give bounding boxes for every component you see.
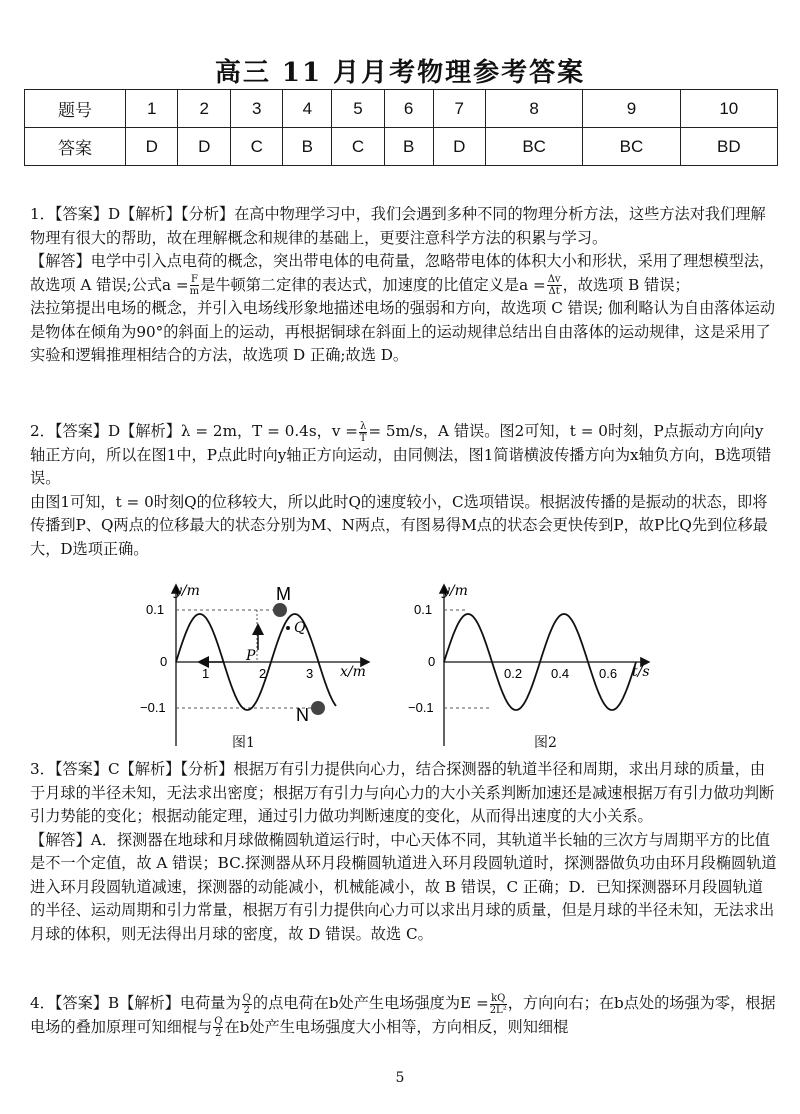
- table-cell: D: [126, 128, 178, 166]
- text-run: ，方向向右；在b点处的场强为零，根据电场的叠加原理可知细棍与: [30, 994, 776, 1036]
- y-tick-label: 0: [160, 654, 168, 669]
- table-cell: 3: [230, 90, 282, 128]
- answer-table-number-row: [25, 90, 778, 128]
- x-axis-label: t/s: [632, 664, 650, 680]
- text-run: 【解答】电学中引入点电荷的概念，突出带电体的电荷量，忽略带电体的体积大小和形状，采用了理想模型法，故选项 A 错误;公式a =: [30, 252, 775, 294]
- text-run: 在b处产生电场强度大小相等，方向相反，则知细棍: [224, 1017, 569, 1036]
- fraction: [242, 993, 252, 1016]
- text-run: 的点电荷在b处产生电场强度为E =: [252, 994, 489, 1012]
- answer-table-answer-row: [25, 128, 778, 166]
- y-axis-label: y/m: [174, 583, 200, 599]
- table-cell: 7: [433, 90, 485, 128]
- fraction: [213, 1016, 223, 1039]
- paragraph: 1．【答案】D【解析】【分析】在高中物理学习中，我们会遇到多种不同的物理分析方法，这些方法对我们理解物理有很大的帮助，故在理解概念和规律的基础上，更要注意科学方法的积累与学习。: [30, 205, 766, 247]
- x-tick-label: 3: [306, 666, 314, 681]
- fraction-denominator: 2: [215, 1028, 222, 1039]
- table-cell: 8: [485, 90, 582, 128]
- table-cell: 1: [126, 90, 178, 128]
- point-m-label: M: [276, 584, 291, 604]
- figure-2-caption: 图2: [534, 735, 557, 751]
- table-cell: D: [178, 128, 230, 166]
- point-m-marker: [273, 603, 287, 617]
- fraction-numerator: kQ: [491, 992, 506, 1004]
- table-cell: 4: [283, 90, 332, 128]
- fraction-numerator: F: [190, 274, 198, 285]
- text-run: 2．【答案】D【解析】λ = 2m，T = 0.4s，v =: [30, 422, 358, 440]
- point-p-label: P: [246, 648, 256, 664]
- text-run: 是牛顿第二定律的表达式，加速度的比值定义是a =: [200, 275, 546, 294]
- table-row-label: 答案: [25, 128, 126, 166]
- fraction: [359, 421, 367, 444]
- text-run: ，故选项 B 错误；: [562, 275, 690, 294]
- fraction-numerator: Q: [214, 1016, 223, 1027]
- y-tick-label: 0.1: [414, 602, 433, 617]
- table-cell: 2: [178, 90, 230, 128]
- page-title: 高三 11 月月考物理参考答案: [214, 58, 586, 88]
- x-tick-label: 1: [202, 666, 210, 681]
- fraction-numerator: Δv: [547, 274, 561, 285]
- point-q-marker: [286, 626, 290, 630]
- point-q-label: Q: [294, 620, 306, 636]
- question-4-explanation: [30, 992, 778, 1039]
- y-tick-label: −0.1: [140, 700, 166, 715]
- question-3-explanation: [30, 758, 778, 946]
- paragraph: 由图1可知，t = 0时刻Q的位移较大，所以此时Q的速度较小，C选项错误。根据波传播的是振动的状态，即将传播到P、Q两点的位移最大的状态分别为M、N两点，有图易得M点的状态会更快传到P，故P比Q先到位移最大，D选项正确。: [30, 492, 768, 558]
- y-tick-label: −0.1: [408, 700, 434, 715]
- table-cell: BC: [583, 128, 680, 166]
- paragraph: [30, 992, 778, 1039]
- fraction-numerator: Q: [242, 992, 251, 1004]
- fraction: [490, 993, 507, 1016]
- question-1-explanation: [30, 203, 778, 368]
- fraction-denominator: Δt: [548, 286, 560, 297]
- page-number: 5: [395, 1070, 405, 1086]
- y-axis-label: y/m: [442, 583, 468, 599]
- paragraph: 法拉第提出电场的概念，并引入电场线形象地描述电场的强弱和方向，故选项 C 错误; 伽利略认为自由落体运动是物体在倾角为90°的斜面上的运动，再根据铜球在斜面上的运动规律总结出自由落体的运动规律，这是采用了实验和逻辑推理相结合的方法，故选项 D 正确;故选 D。: [30, 299, 776, 364]
- paragraph: [30, 250, 778, 297]
- y-tick-label: 0: [428, 654, 436, 669]
- x-tick-label: 0.2: [504, 666, 523, 681]
- table-cell: 9: [583, 90, 680, 128]
- wave-figure-1: [140, 572, 380, 752]
- fraction-denominator: T: [359, 432, 367, 444]
- paragraph: 3．【答案】C【解析】【分析】根据万有引力提供向心力，结合探测器的轨道半径和周期，求出月球的质量，由于月球的半径未知，无法求出密度；根据万有引力与向心力的大小关系判断加速还是减速根据万有引力做功判断引力势能的变化；根据动能定理，通过引力做功判断速度的变化，从而得出速度的大小关系。: [30, 760, 775, 825]
- question-2-explanation: [30, 420, 778, 561]
- wave-figure-2: [408, 572, 658, 752]
- table-cell: B: [384, 128, 433, 166]
- answer-table: [24, 89, 778, 166]
- table-cell: B: [283, 128, 332, 166]
- x-axis-label: x/m: [340, 664, 366, 680]
- fraction: [547, 274, 562, 297]
- x-tick-label: 0.4: [551, 666, 570, 681]
- paragraph: [30, 420, 778, 491]
- table-cell: BD: [680, 128, 777, 166]
- paragraph: 【解答】A．探测器在地球和月球做椭圆轨道运行时，中心天体不同，其轨道半长轴的三次方与周期平方的比值是不一个定值，故 A 错误；BC.探测器从环月段椭圆轨道进入环月段圆轨道时，探测器做负功由环月段椭圆轨道进入环月段圆轨道减速，探测器的动能减小，机械能减小，故 B 错误，C 正确；D．已知探测器环月段圆轨道的半径、运动周期和引力常量，根据万有引力提供向心力可以求出月球的质量，但是月球的半径未知，无法求出月球的体积，则无法得出月球的密度，故 D 错误。故选 C。: [30, 830, 777, 943]
- figure-1-caption: 图1: [232, 735, 255, 751]
- fraction-denominator: 2: [243, 1004, 250, 1016]
- table-cell: C: [332, 128, 384, 166]
- fraction: [190, 274, 199, 297]
- table-cell: 5: [332, 90, 384, 128]
- text-run: = 5m/s，A 错误。图2可知，t = 0时刻，P点振动方向向y轴正方向，所以在图1中，P点此时向y轴正方向运动，由同侧法，图1简谐横波传播方向为x轴负方向，B选项错误。: [30, 422, 772, 487]
- fraction-denominator: m: [189, 286, 200, 297]
- table-cell: 6: [384, 90, 433, 128]
- fraction-denominator: 2L²: [489, 1004, 507, 1016]
- point-n-marker: [311, 701, 325, 715]
- table-row-label: 题号: [25, 90, 126, 128]
- point-n-label: N: [296, 705, 309, 725]
- x-tick-label: 0.6: [599, 666, 618, 681]
- y-tick-label: 0.1: [146, 602, 165, 617]
- table-cell: D: [433, 128, 485, 166]
- fraction-numerator: λ: [359, 420, 367, 432]
- table-cell: 10: [680, 90, 777, 128]
- table-cell: C: [230, 128, 282, 166]
- table-cell: BC: [485, 128, 582, 166]
- text-run: 4．【答案】B【解析】电荷量为: [30, 994, 241, 1012]
- x-tick-label: 2: [259, 666, 267, 681]
